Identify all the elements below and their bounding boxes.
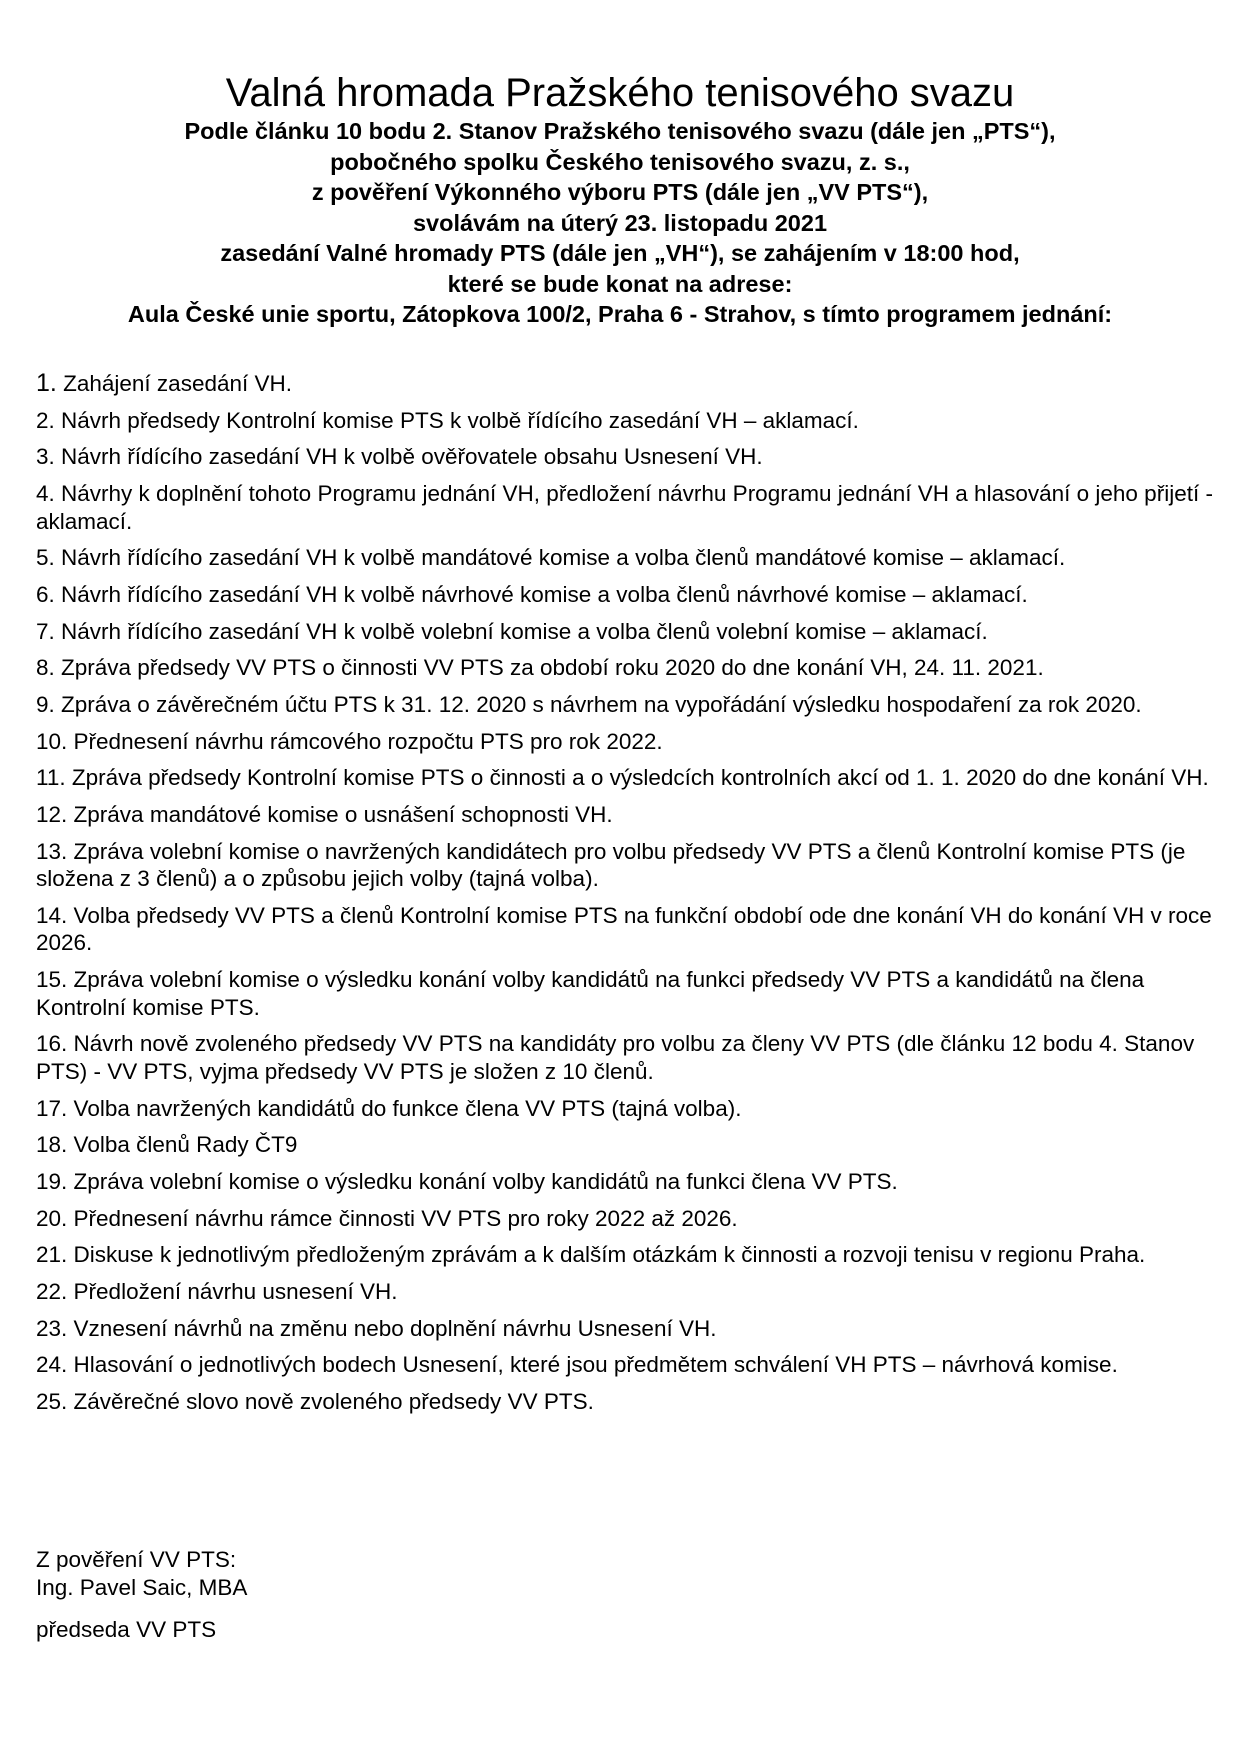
- agenda-item-number: 11.: [36, 765, 66, 791]
- agenda-item-text: Návrh řídícího zasedání VH k volbě ověřovatele obsahu Usnesení VH.: [61, 444, 763, 470]
- agenda-item: [36, 1168, 1216, 1196]
- document-title: Valná hromada Pražského tenisového svazu: [225, 71, 1015, 115]
- agenda-item: [36, 728, 1216, 756]
- agenda-item-number: 10.: [36, 728, 68, 754]
- agenda-item-text: Předložení návrhu usnesení VH.: [73, 1278, 398, 1304]
- header-line-venue-intro: které se bude konat na adrese:: [447, 270, 793, 297]
- agenda-item-text: Návrh řídícího zasedání VH k volbě mandátové komise a volba členů mandátové komise – aklamací.: [61, 545, 1066, 571]
- header-line-session: zasedání Valné hromady PTS (dále jen „VH“), se zahájením v 18:00 hod,: [220, 240, 1020, 266]
- document-header: [40, 70, 1200, 330]
- agenda-item: [36, 407, 1216, 435]
- agenda-item-text: Vznesení návrhů na změnu nebo doplnění návrhu Usnesení VH.: [73, 1315, 717, 1341]
- agenda-item-text: Volba členů Rady ČT9: [73, 1132, 298, 1158]
- agenda-item: [36, 581, 1216, 609]
- agenda-item-text: Návrhy k doplnění tohoto Programu jednání VH, předložení návrhu Programu jednání VH a hlasování o jeho přijetí - aklamací.: [36, 481, 1213, 534]
- agenda-item-number: 18.: [36, 1132, 68, 1158]
- agenda-item-text: Zpráva předsedy Kontrolní komise PTS o činnosti a o výsledcích kontrolních akcí od 1. 1. 2020 do dne konání VH.: [71, 765, 1209, 791]
- agenda-item-number: 8.: [36, 655, 55, 681]
- header-line-address: Aula České unie sportu, Zátopkova 100/2, Praha 6 - Strahov, s tímto programem jednání:: [127, 301, 1113, 327]
- agenda-item: [36, 544, 1216, 572]
- agenda-item: [36, 654, 1216, 682]
- agenda-item-number: 3.: [36, 444, 55, 470]
- agenda-item-number: 12.: [36, 802, 68, 828]
- agenda-item: [36, 1030, 1216, 1085]
- agenda-item-number: 17.: [36, 1095, 68, 1121]
- signature-role: předseda VV PTS: [36, 1617, 217, 1642]
- agenda-item-text: Závěrečné slovo nově zvoleného předsedy VV PTS.: [73, 1389, 594, 1414]
- agenda-list: [36, 370, 1216, 1425]
- header-line-date: svolávám na úterý 23. listopadu 2021: [412, 209, 828, 236]
- agenda-item: [36, 801, 1216, 829]
- agenda-item-text: Zpráva mandátové komise o usnášení schopnosti VH.: [73, 802, 613, 828]
- agenda-item-number: 5.: [36, 545, 55, 571]
- agenda-item-text: Návrh řídícího zasedání VH k volbě volební komise a volba členů volební komise – aklamací.: [61, 618, 988, 644]
- agenda-item: [36, 1351, 1216, 1379]
- agenda-item-number: 1.: [36, 369, 57, 397]
- agenda-item: [36, 902, 1216, 957]
- agenda-item-text: Přednesení návrhu rámce činnosti VV PTS pro roky 2022 až 2026.: [73, 1205, 738, 1231]
- agenda-item-number: 25.: [36, 1389, 68, 1414]
- agenda-item-text: Diskuse k jednotlivým předloženým zprávám a k dalším otázkám k činnosti a rozvoji tenisu v regionu Praha.: [73, 1242, 1146, 1268]
- agenda-item: [36, 1315, 1216, 1343]
- agenda-item: [36, 1388, 1216, 1416]
- agenda-item: [36, 1131, 1216, 1159]
- agenda-item-number: 20.: [36, 1205, 68, 1231]
- header-line-statute: Podle článku 10 bodu 2. Stanov Pražského tenisového svazu (dále jen „PTS“),: [184, 118, 1056, 144]
- agenda-item-text: Hlasování o jednotlivých bodech Usnesení, které jsou předmětem schválení VH PTS – návrhová komise.: [73, 1352, 1118, 1378]
- agenda-item-text: Zpráva předsedy VV PTS o činnosti VV PTS za období roku 2020 do dne konání VH, 24. 11. 2021.: [61, 655, 1044, 681]
- agenda-item-text: Zpráva o závěrečném účtu PTS k 31. 12. 2020 s návrhem na vypořádání výsledku hospodaření za rok 2020.: [61, 692, 1142, 717]
- agenda-item: [36, 764, 1216, 792]
- agenda-item-number: 6.: [36, 581, 55, 607]
- agenda-item-text: Přednesení návrhu rámcového rozpočtu PTS pro rok 2022.: [73, 728, 663, 754]
- signature-authorization: Z pověření VV PTS:: [36, 1547, 237, 1572]
- agenda-item-number: 24.: [36, 1352, 68, 1378]
- agenda-item-number: 16.: [36, 1031, 68, 1057]
- agenda-item: [36, 618, 1216, 646]
- signature-name: Ing. Pavel Saic, MBA: [36, 1575, 248, 1600]
- agenda-item: [36, 480, 1216, 535]
- agenda-item-number: 14.: [36, 902, 68, 928]
- agenda-item-number: 4.: [36, 481, 55, 507]
- agenda-item-number: 19.: [36, 1168, 68, 1194]
- signature-block: [36, 1546, 636, 1644]
- agenda-item: [36, 691, 1216, 719]
- header-line-authorization: z pověření Výkonného výboru PTS (dále jen „VV PTS“),: [311, 179, 929, 205]
- agenda-item: [36, 1241, 1216, 1269]
- agenda-item: [36, 1278, 1216, 1306]
- agenda-item-text: Volba předsedy VV PTS a členů Kontrolní komise PTS na funkční období ode dne konání VH do konání VH v roce 2026.: [36, 902, 1212, 956]
- agenda-item-text: Zahájení zasedání VH.: [63, 371, 293, 396]
- agenda-item: [36, 838, 1216, 893]
- agenda-item-text: Zpráva volební komise o výsledku konání volby kandidátů na funkci člena VV PTS.: [73, 1168, 898, 1194]
- agenda-item: [36, 443, 1216, 471]
- agenda-item-number: 15.: [36, 967, 68, 993]
- agenda-item-text: Návrh nově zvoleného předsedy VV PTS na kandidáty pro volbu za členy VV PTS (dle článku 12 bodu 4. Stanov PTS) - VV PTS, vyjma předsedy VV PTS je složen z 10 členů.: [36, 1031, 1195, 1084]
- agenda-item: [36, 966, 1216, 1021]
- agenda-item-text: Návrh řídícího zasedání VH k volbě návrhové komise a volba členů návrhové komise – aklamací.: [61, 581, 1028, 607]
- agenda-item-number: 9.: [36, 692, 55, 717]
- agenda-item-text: Zpráva volební komise o navržených kandidátech pro volbu předsedy VV PTS a členů Kontrolní komise PTS (je složena z 3 členů) a o způsobu jejich volby (tajná volba).: [36, 838, 1186, 892]
- agenda-item-text: Volba navržených kandidátů do funkce člena VV PTS (tajná volba).: [73, 1095, 742, 1121]
- header-line-branch: pobočného spolku Českého tenisového svazu, z. s.,: [330, 148, 910, 175]
- agenda-item: [36, 370, 1216, 398]
- agenda-item-number: 21.: [36, 1242, 68, 1268]
- agenda-item: [36, 1205, 1216, 1233]
- agenda-item-number: 7.: [36, 618, 55, 644]
- agenda-item: [36, 1095, 1216, 1123]
- agenda-item-number: 23.: [36, 1315, 68, 1341]
- agenda-item-text: Zpráva volební komise o výsledku konání volby kandidátů na funkci předsedy VV PTS a kandidátů na člena Kontrolní komise PTS.: [36, 967, 1145, 1020]
- agenda-item-number: 13.: [36, 838, 68, 864]
- agenda-item-text: Návrh předsedy Kontrolní komise PTS k volbě řídícího zasedání VH – aklamací.: [61, 407, 859, 433]
- agenda-item-number: 22.: [36, 1278, 68, 1304]
- agenda-item-number: 2.: [36, 407, 55, 433]
